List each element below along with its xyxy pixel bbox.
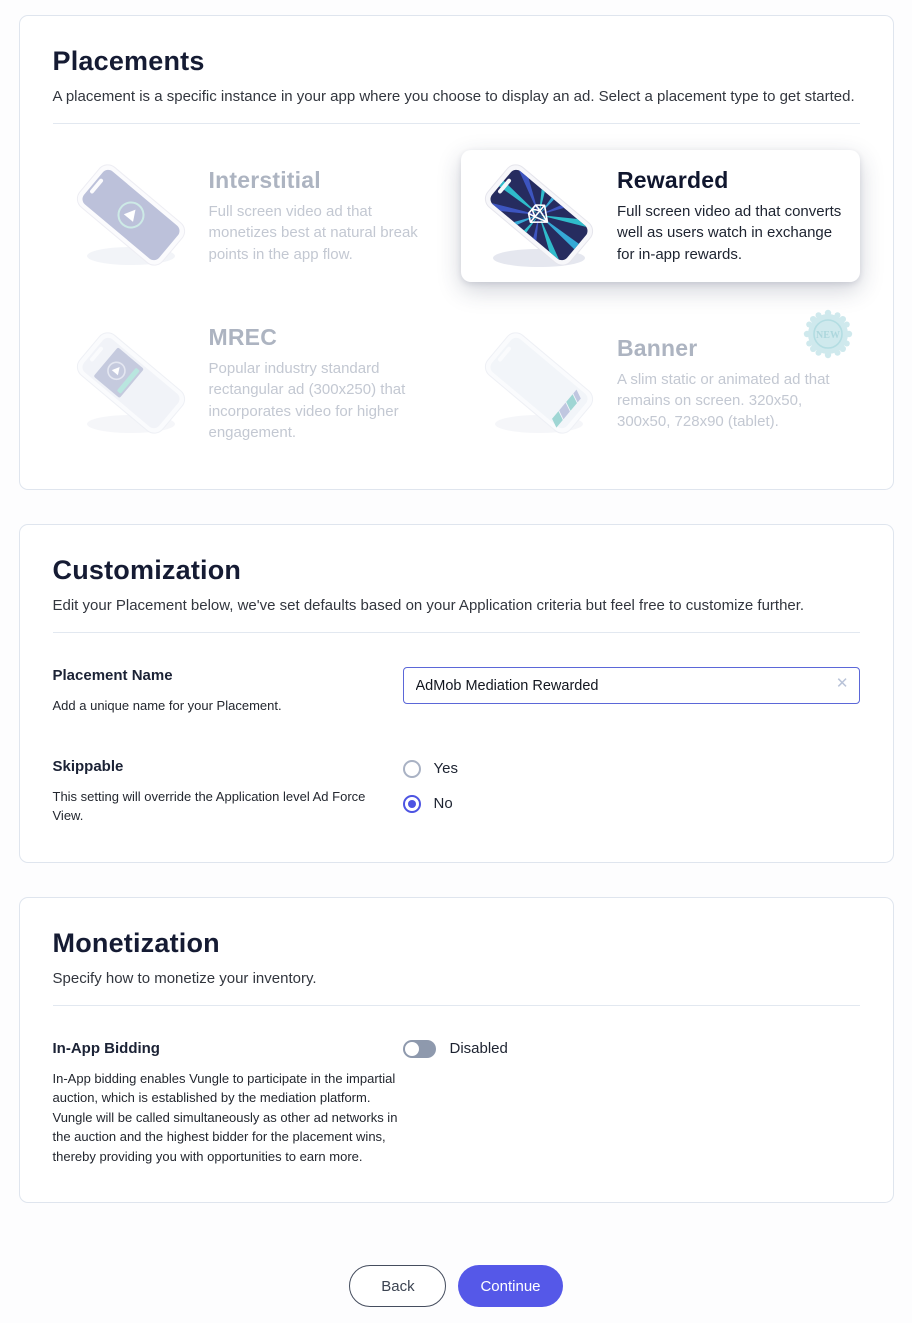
monetization-title: Monetization	[52, 927, 220, 958]
customization-card	[19, 524, 894, 863]
placement-type-grid	[53, 150, 860, 453]
rewarded-phone-icon	[475, 160, 603, 272]
placement-tile-mrec[interactable]	[53, 314, 452, 453]
placement-name-row	[53, 667, 860, 716]
in-app-bidding-description: In-App bidding enables Vungle to participate in the impartial auction, which is established by the mediation platform. Vungle will be called simultaneously as other ad networks in the auction and the highest bidder for the placement wins, thereby providing you with opportunities to earn more.	[52, 1070, 398, 1164]
new-badge-icon	[802, 308, 854, 360]
skippable-radio-group	[403, 758, 860, 813]
placement-name-helper: Add a unique name for your Placement.	[52, 698, 282, 714]
monetization-card	[19, 897, 894, 1204]
skippable-label: Skippable	[52, 757, 124, 775]
skippable-option-yes[interactable]	[403, 760, 860, 778]
skippable-row	[53, 758, 860, 826]
placement-desc-mrec: Popular industry standard rectangular ad (300x250) that incorporates video for higher engagement.	[208, 360, 406, 441]
placement-name-label: Placement Name	[52, 667, 173, 685]
skippable-helper: This setting will override the Application level Ad Force View.	[52, 788, 366, 824]
in-app-bidding-toggle[interactable]	[403, 1040, 436, 1058]
radio-label-no: No	[433, 795, 453, 813]
back-button[interactable]: Back	[349, 1265, 446, 1307]
divider	[53, 123, 860, 124]
divider	[53, 1005, 860, 1006]
placement-desc-rewarded: Full screen video ad that converts well as users watch in exchange for in-app rewards.	[617, 203, 842, 263]
placement-tile-banner[interactable]	[461, 314, 860, 453]
placement-title-rewarded: Rewarded	[617, 167, 729, 194]
radio-label-yes: Yes	[433, 760, 458, 778]
placement-tile-interstitial[interactable]	[53, 150, 452, 282]
footer-actions	[0, 1237, 912, 1323]
placement-tile-rewarded[interactable]	[461, 150, 860, 282]
customization-title: Customization	[52, 555, 242, 586]
placement-title-interstitial: Interstitial	[208, 167, 321, 194]
customization-subtitle: Edit your Placement below, we've set defaults based on your Application criteria but feel free to customize further.	[52, 597, 805, 615]
skippable-option-no[interactable]	[403, 795, 860, 813]
svg-text:NEW: NEW	[815, 330, 840, 341]
radio-unchecked-icon[interactable]	[403, 760, 421, 778]
interstitial-phone-icon	[67, 160, 195, 272]
placement-name-input[interactable]	[403, 667, 860, 704]
clear-input-icon[interactable]: ✕	[835, 675, 849, 693]
placement-title-banner: Banner	[617, 334, 698, 361]
divider	[53, 632, 860, 633]
in-app-bidding-status: Disabled	[449, 1040, 508, 1058]
in-app-bidding-row	[53, 1040, 860, 1167]
placement-title-mrec: MREC	[208, 324, 278, 350]
placements-title: Placements	[52, 46, 205, 76]
radio-checked-icon[interactable]	[403, 795, 421, 813]
placements-subtitle: A placement is a specific instance in your app where you choose to display an ad. Select a placement type to get started.	[52, 88, 855, 105]
continue-button[interactable]: Continue	[458, 1265, 562, 1307]
placements-card	[19, 15, 894, 490]
placement-desc-banner: A slim static or animated ad that remains on screen. 320x50, 300x50, 728x90 (tablet).	[617, 370, 830, 431]
in-app-bidding-label: In-App Bidding	[52, 1039, 160, 1057]
placement-desc-interstitial: Full screen video ad that monetizes best at natural break points in the app flow.	[208, 203, 418, 263]
banner-phone-icon	[475, 328, 603, 440]
monetization-subtitle: Specify how to monetize your inventory.	[52, 969, 317, 987]
mrec-phone-icon	[67, 328, 195, 440]
